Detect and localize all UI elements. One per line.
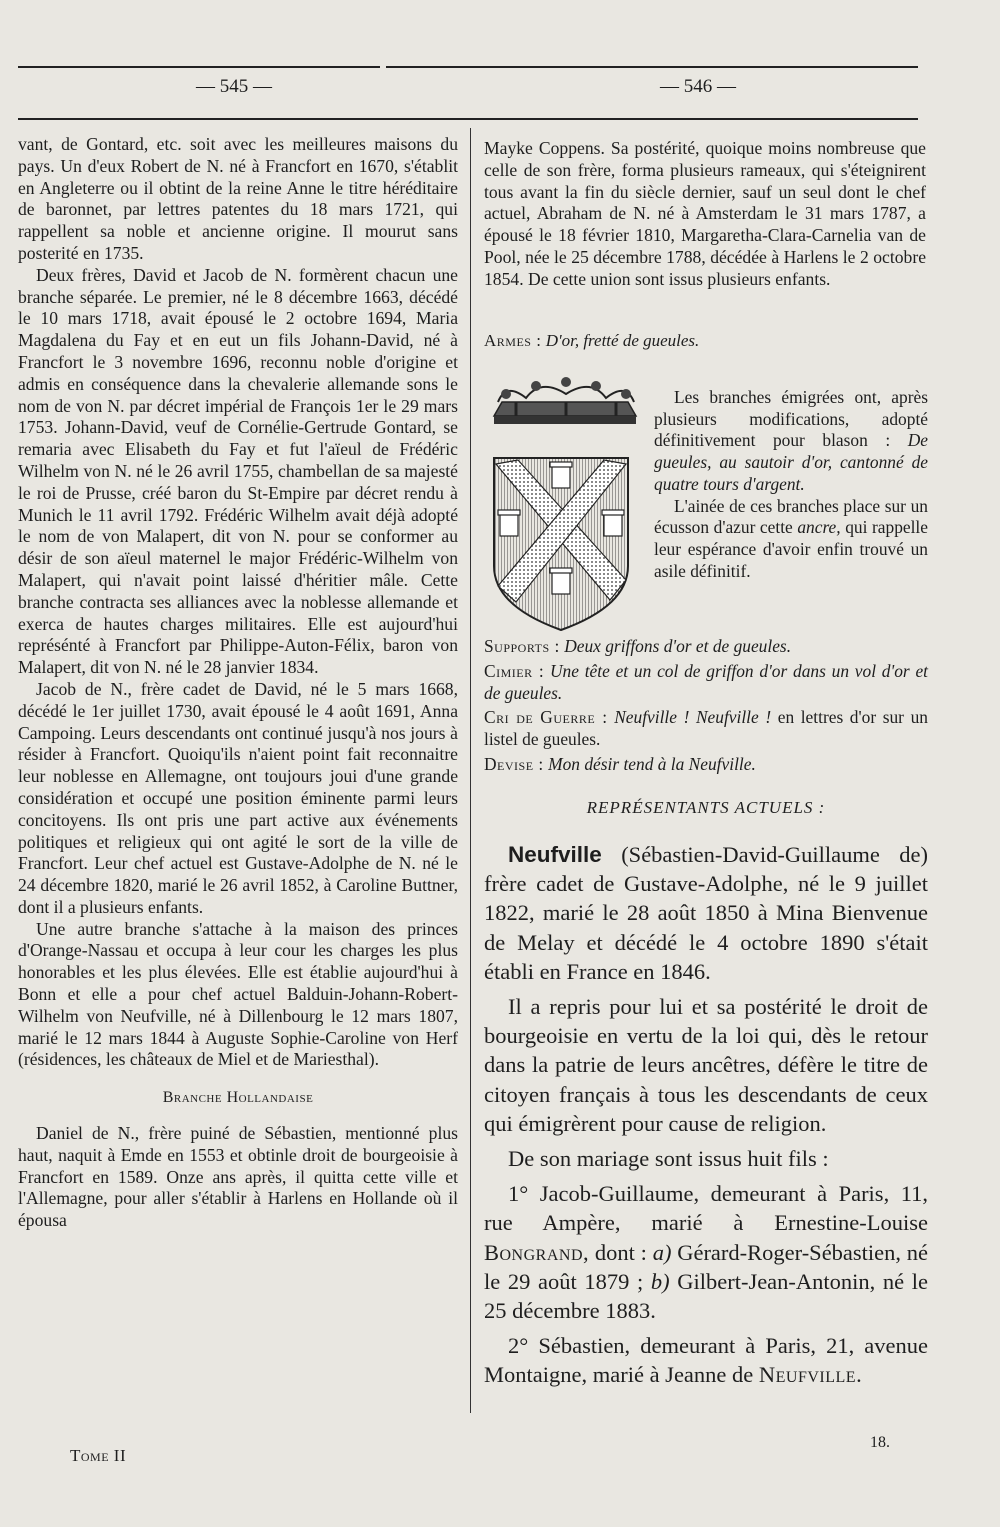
cimier-label: Cimier : — [484, 660, 545, 681]
left-paragraph-1: vant, de Gontard, etc. soit avec les meilleures maisons du pays. Un d'eux Robert de N. né à Francfort en 1670, s'établit en Angleterre ou il obtint de la reine Anne le titre héréditaire de baronnet, par lettres patentes du 18 mars 1721, qui rappellent sa noble et ancienne origine. Il mourut sans posterité en 1735. — [18, 134, 458, 263]
cri-text: Neufville ! Neufville ! — [614, 707, 772, 728]
cri-rest: en lettres d'or sur un listel de gueules. — [484, 707, 928, 750]
son-1-sc: Bongrand, — [484, 1239, 590, 1265]
entry-paragraph-3: De son mariage sont issus huit fils : — [508, 1146, 829, 1172]
entry-paragraph-2: Il a repris pour lui et sa postérité le droit de bourgeoisie en vertu de la loi qui, dès le retour dans la patrie de leurs ancêtres, défère le titre de citoyen français à tous les descendants de ceux qui émigrèrent pour cause de religion. — [484, 994, 928, 1136]
blason-paragraph-1 — [654, 387, 928, 496]
coat-of-arms-image — [486, 376, 646, 636]
right-top-paragraph: Mayke Coppens. Sa postérité, quoique moins nombreuse que celle de son frère, forma plusieurs rameaux, qui s'éteignirent tous avant la fin du siècle dernier, sauf un seul dont le chef actuel, Abraham de N. né à Amsterdam le 31 mars 1787, a épousé le 18 février 1810, Margaretha-Clara-Carnelia van de Pool, née le 25 décembre 1788, décédée à Harlens le 2 octobre 1854. De cette union sont issus plusieurs enfants. — [484, 138, 926, 289]
representants-entries — [484, 840, 928, 1396]
blason-text-d: ancre, — [797, 517, 841, 538]
blason-text — [654, 387, 928, 582]
column-divider — [470, 128, 471, 1413]
cri-line — [484, 707, 928, 751]
blason-text-a: Les branches émigrées ont, après plusieurs modifications, adopté définitivement pour blason : — [654, 387, 928, 451]
heraldry-details — [484, 636, 928, 779]
son-1-ia: a) — [652, 1239, 672, 1265]
header-rule-bottom — [18, 118, 918, 120]
crown-icon — [494, 377, 636, 424]
son-1-ib: b) — [650, 1268, 670, 1294]
armes-line — [484, 331, 924, 351]
entry-paragraph-4 — [484, 1179, 928, 1325]
page-number-right: — 546 — — [660, 76, 736, 97]
representants-heading: REPRÉSENTANTS ACTUELS : — [586, 798, 826, 817]
blason-text-c: L'ainée de ces branches place sur un écusson d'azur cette — [654, 495, 928, 538]
entry-text: (Sébastien-David-Guillaume de) frère cadet de Gustave-Adolphe, né le 9 juillet 1822, marié le 28 août 1850 à Mina Bienvenue de Melay et décédé le 4 octobre 1890 s'était établi en France en 1846. — [484, 842, 928, 984]
cri-label: Cri de Guerre : — [484, 707, 608, 728]
devise-line — [484, 754, 928, 776]
left-paragraph-4: Une autre branche s'attache à la maison des princes d'Orange-Nassau et occupa à leur cour les charges les plus honorables et les plus élevées. Elle est établie aujourd'hui à Bonn et elle a pour chef actuel Balduin-Johann-Robert-Wilhelm von Neufville, né à Dillenbourg le 12 mars 1807, marié le 12 mars 1844 à Auguste Sophie-Caroline von Herf (résidences, les châteaux de Miel et de Mariesthal). — [18, 918, 458, 1070]
supports-label: Supports : — [484, 636, 560, 656]
left-column — [18, 134, 458, 1232]
supports-line — [484, 636, 928, 658]
cimier-text: Une tête et un col de griffon d'or dans un vol d'or et de gueules. — [484, 660, 928, 703]
cimier-line — [484, 661, 928, 705]
header-rule-right-top — [386, 66, 918, 68]
blason-text-b: De gueules, au sautoir d'or, cantonné de quatre tours d'argent. — [654, 430, 928, 494]
entry-neufville — [484, 840, 928, 986]
son-1-b: dont : — [594, 1239, 647, 1265]
left-paragraph-3: Jacob de N., frère cadet de David, né le 5 mars 1668, décédé le 1er juillet 1730, avait épousé le 4 août 1691, Anna Campoing. Leurs descendants ont continué jusqu'à nos jours à résider à Francfort. Quoiqu'ils n'aient point fait reconnaitre leur noblesse en Allemagne, ont toujours joui d'une grande considération et occupé une position éminente parmi leurs concitoyens. Ils ont pris une part active aux événements politiques et religieux qui ont agité le sort de la ville de Francfort. Leur chef actuel est Gustave-Adolphe de N. né le 24 décembre 1820, marié le 26 avril 1852, à Caroline Buttner, dont il a plusieurs enfants. — [18, 678, 458, 917]
son-1-d: Gilbert-Jean-Antonin, né le 25 décembre 1883. — [484, 1268, 929, 1324]
son-1-c: Gérard-Roger-Sébastien, né le 29 août 1879 ; — [484, 1239, 929, 1294]
armes-text: D'or, fretté de gueules. — [545, 331, 700, 350]
blason-text-e: qui rappelle leur espérance d'avoir enfin trouvé un asile définitif. — [654, 517, 928, 581]
son-2-sc: Neufville. — [758, 1362, 863, 1388]
left-paragraph-5: Daniel de N., frère puiné de Sébastien, mentionné plus haut, naquit à Emde en 1553 et obtinle droit de bourgeoisie à Francfort en 1589. Onze ans après, il quitta cette ville et l'Allemagne, pour aller s'établir à Harlens en Hollande où il épousa — [18, 1123, 458, 1231]
left-paragraph-2: Deux frères, David et Jacob de N. formèrent chacun une branche séparée. Le premier, né le 8 décembre 1663, décédé le 10 mars 1718, avait épousé le 2 octobre 1694, Maria Magdalena du Fay et en eut un fils Johann-David, né à Francfort le 3 novembre 1696, reconnu noble d'origine et admis en conséquence dans la chevalerie allemande sons le nom de von N. par décret impérial de François 1er le 29 mars 1753. Johann-David, veuf de Cornélie-Gertrude Gontard, se remaria avec Elisabeth du Fay et fut l'aïeul de Frédéric Wilhelm von N. né le 26 avril 1755, chambellan de sa majesté le roi de Prusse, créé baron du St-Empire par décret rendu à Munich le 11 avril 1792. Frédéric Wilhelm avait déjà adopté le nom de von Malapert, dit von N. pour se conformer au désir de son aïeul maternel le major Frédéric-Wilhelm von Malapert, qui n'avait point laissé d'héritier mâle. Cette branche contracta ses alliances avec la noblesse allemande et exerca de hautes charges militaires. Elle est aujourd'hui représénté à Francfort par Philippe-Auton-Félix, baron von Malapert, dit von N. né le 28 janvier 1834. — [18, 264, 458, 678]
footer-volume: Tome II — [70, 1446, 127, 1465]
footer-signature: 18. — [870, 1434, 890, 1451]
section-heading-branche-hollandaise: Branche Hollandaise — [162, 1089, 314, 1107]
devise-text: Mon désir tend à la Neufville. — [548, 753, 756, 774]
header-rule-left-top — [18, 66, 380, 68]
entry-name: Neufville — [508, 842, 602, 867]
blason-paragraph-2 — [654, 496, 928, 583]
son-2-a: 2° Sébastien, demeurant à Paris, 21, avenue Montaigne, marié à Jeanne de — [484, 1333, 928, 1388]
shield-icon — [494, 458, 628, 630]
armes-label: Armes : — [484, 331, 542, 350]
son-1-a: 1° Jacob-Guillaume, demeurant à Paris, 11, rue Ampère, marié à Ernestine-Louise — [484, 1181, 928, 1236]
supports-text: Deux griffons d'or et de gueules. — [564, 636, 792, 656]
devise-label: Devise : — [484, 753, 544, 774]
page-number-left: — 545 — — [196, 76, 272, 97]
entry-paragraph-5 — [484, 1331, 928, 1389]
